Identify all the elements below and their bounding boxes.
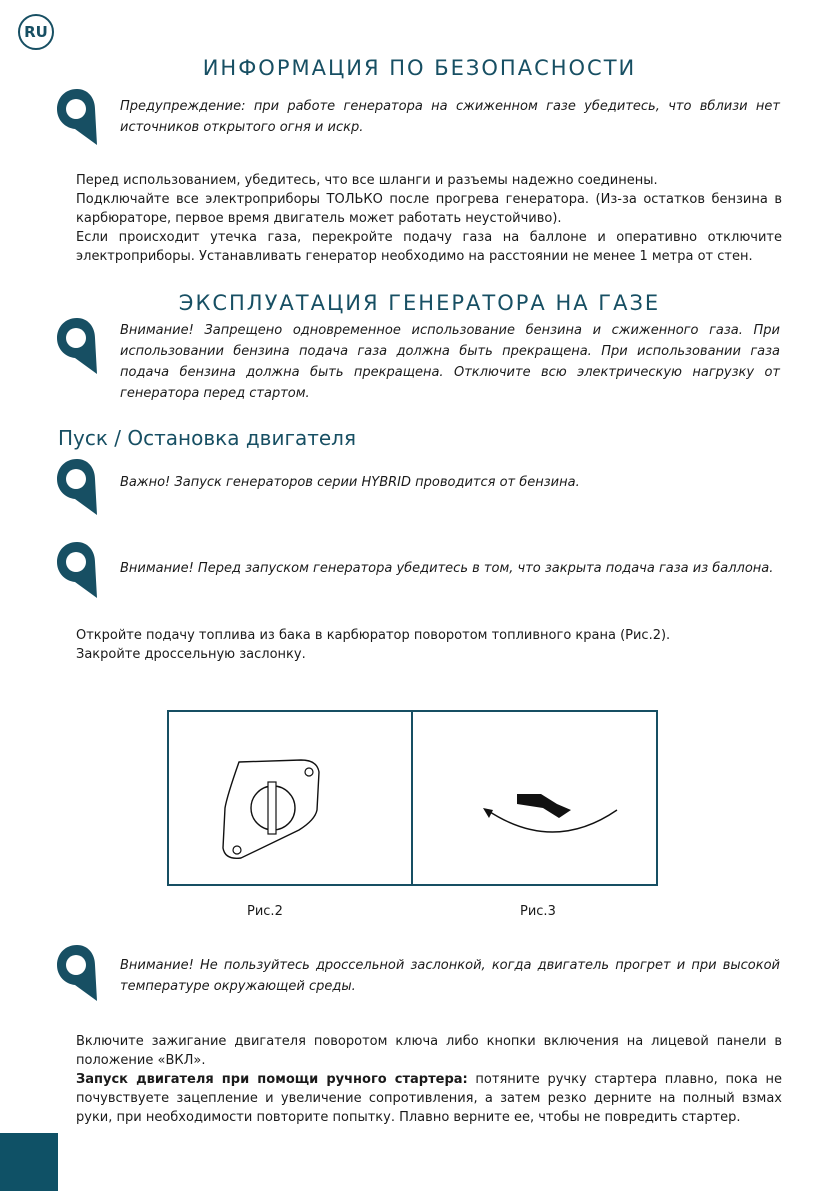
safety-warning-note: Предупреждение: при работе генератора на сжиженном газе убедитесь, что вблизи нет источников открытого огня и искр. [120, 99, 780, 135]
ignition-instructions [76, 1032, 782, 1127]
choke-lever-illustration [413, 712, 656, 884]
manual-start-heading: Запуск двигателя при помощи ручного стартера: [76, 1072, 468, 1087]
gas-operation-note: Внимание! Запрещено одновременное использование бензина и сжиженного газа. При использовании бензина подача газа должна быть прекращена. При использовании газа подача бензина должна быть прекращена. Отключите всю электрическую нагрузку от генератора перед стартом. [120, 323, 780, 401]
manual-start-text: потяните ручку стартера плавно, пока не почувствуете зацепление и увеличение сопротивления, а затем резко дерните на полный взмах руки, при необходимости повторите попытку. Плавно верните ее, чтобы не повредить стартер. [76, 1072, 782, 1125]
fuel-valve-paragraph: Откройте подачу топлива из бака в карбюратор поворотом топливного крана (Рис.2). [76, 628, 671, 643]
hybrid-start-note: Важно! Запуск генераторов серии HYBRID проводится от бензина. [120, 475, 580, 490]
safety-paragraph-2: Подключайте все электроприборы ТОЛЬКО после прогрева генератора. (Из-за остатков бензина в карбюраторе, первое время двигатель может работать неустойчиво). [76, 192, 782, 226]
start-instructions [76, 626, 782, 664]
choke-paragraph: Закройте дроссельную заслонку. [76, 647, 306, 662]
safety-paragraph-1: Перед использованием, убедитесь, что все шланги и разъемы надежно соединены. [76, 173, 658, 188]
figure-3-caption: Рис.3 [520, 904, 556, 919]
location-pin-icon [55, 457, 99, 515]
section-title-safety: ИНФОРМАЦИЯ ПО БЕЗОПАСНОСТИ [202, 56, 637, 80]
manual-start-paragraph [76, 1070, 782, 1127]
fuel-valve-illustration [169, 712, 411, 884]
safety-paragraph-3: Если происходит утечка газа, перекройте подачу газа на баллоне и оперативно отключите электроприборы. Устанавливать генератор необходимо на расстоянии не менее 1 метра от стен. [76, 230, 782, 264]
location-pin-icon [55, 316, 99, 374]
location-pin-icon [55, 540, 99, 598]
language-badge: RU [18, 14, 54, 50]
subsection-title-start-stop: Пуск / Остановка двигателя [58, 426, 356, 450]
ignition-paragraph: Включите зажигание двигателя поворотом ключа либо кнопки включения на лицевой панели в положение «ВКЛ». [76, 1034, 782, 1068]
location-pin-icon [55, 87, 99, 145]
page-corner-bar [0, 1133, 58, 1191]
safety-paragraphs [76, 171, 782, 266]
figure-2-caption: Рис.2 [247, 904, 283, 919]
section-title-gas-operation: ЭКСПЛУАТАЦИЯ ГЕНЕРАТОРА НА ГАЗЕ [178, 291, 661, 315]
gas-closed-note: Внимание! Перед запуском генератора убедитесь в том, что закрыта подача газа из баллона. [120, 561, 774, 576]
location-pin-icon [55, 943, 99, 1001]
choke-warning-note: Внимание! Не пользуйтесь дроссельной заслонкой, когда двигатель прогрет и при высокой температуре окружающей среды. [120, 958, 780, 994]
